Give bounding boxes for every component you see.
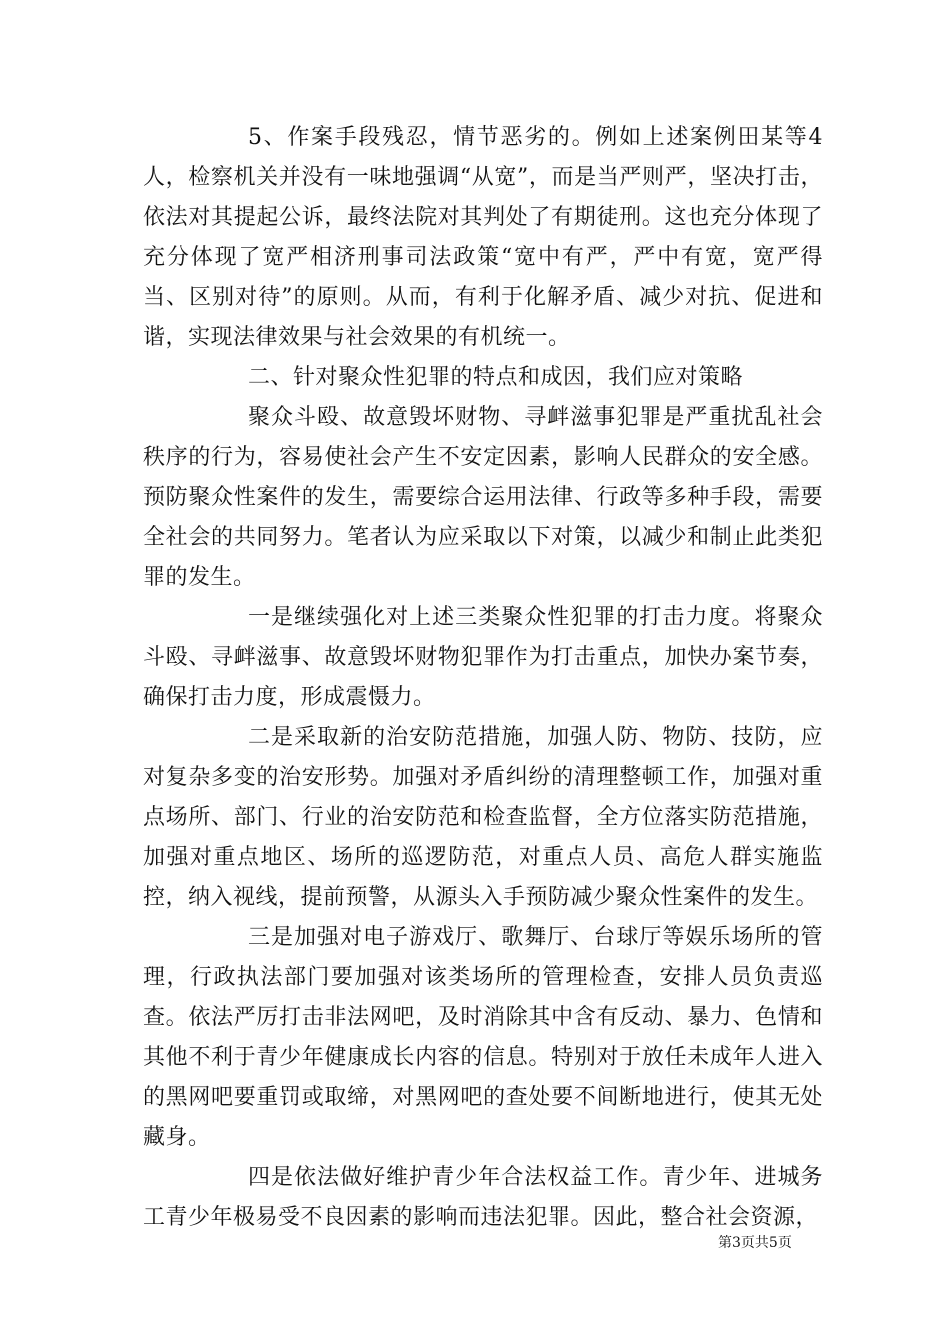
paragraph-measure-4: 四是依法做好维护青少年合法权益工作。青少年、进城务工青少年极易受不良因素的影响而违法犯罪。因此，整合社会资源， <box>143 1165 823 1230</box>
document-body <box>143 118 823 1238</box>
paragraph-measure-2: 二是采取新的治安防范措施，加强人防、物防、技防，应对复杂多变的治安形势。加强对矛盾纠纷的清理整顿工作，加强对重点场所、部门、行业的治安防范和检查监督，全方位落实防范措施，加强对重点地区、场所的巡逻防范，对重点人员、高危人群实施监控，纳入视线，提前预警，从源头入手预防减少聚众性案件的发生。 <box>143 725 823 910</box>
page-number-footer: 第3页共5页 <box>718 1235 792 1251</box>
section-heading-2: 二、针对聚众性犯罪的特点和成因，我们应对策略 <box>248 365 744 390</box>
paragraph-measure-3: 三是加强对电子游戏厅、歌舞厅、台球厅等娱乐场所的管理，行政执法部门要加强对该类场所的管理检查，安排人员负责巡查。依法严厉打击非法网吧，及时消除其中含有反动、暴力、色情和其他不利于青少年健康成长内容的信息。特别对于放任未成年人进入的黑网吧要重罚或取缔，对黑网吧的查处要不间断地进行，使其无处藏身。 <box>143 925 823 1150</box>
paragraph-intro: 聚众斗殴、故意毁坏财物、寻衅滋事犯罪是严重扰乱社会秩序的行为，容易使社会产生不安定因素，影响人民群众的安全感。预防聚众性案件的发生，需要综合运用法律、行政等多种手段，需要全社会的共同努力。笔者认为应采取以下对策，以减少和制止此类犯罪的发生。 <box>143 405 823 590</box>
paragraph-item-5: 5、作案手段残忍，情节恶劣的。例如上述案例田某等4人，检察机关并没有一味地强调“从宽”，而是当严则严，坚决打击，依法对其提起公诉，最终法院对其判处了有期徒刑。这也充分体现了充分体现了宽严相济刑事司法政策“宽中有严，严中有宽，宽严得当、区别对待”的原则。从而，有利于化解矛盾、减少对抗、促进和谐，实现法律效果与社会效果的有机统一。 <box>143 125 823 350</box>
paragraph-measure-1: 一是继续强化对上述三类聚众性犯罪的打击力度。将聚众斗殴、寻衅滋事、故意毁坏财物犯罪作为打击重点，加快办案节奏，确保打击力度，形成震慑力。 <box>143 605 823 710</box>
